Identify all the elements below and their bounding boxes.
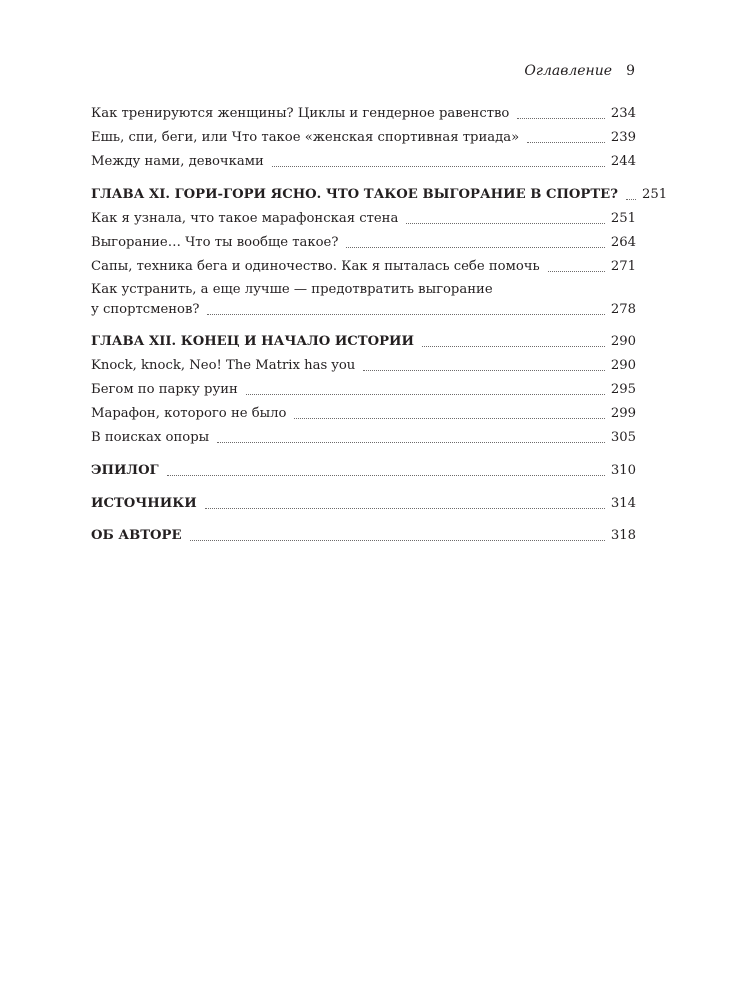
toc-entry-title: Марафон, которого не было [91,406,287,421]
toc-entry-title: Сапы, техника бега и одиночество. Как я пыталась себе помочь [91,259,540,274]
toc-section-heading[interactable] [91,493,636,515]
toc-chapter-heading[interactable] [91,331,636,353]
dot-leader [246,394,605,395]
toc-entry[interactable] [91,232,636,254]
toc-entry[interactable] [91,151,636,173]
dot-leader [346,247,604,248]
toc-entry-page: 305 [610,430,636,445]
toc-entry-title-line1: Как устранить, а еще лучше — предотвратить выгорание [91,282,493,297]
toc-section-title: ОБ АВТОРЕ [91,528,182,543]
toc-entry[interactable] [91,256,636,278]
toc-entry-page: 290 [610,334,636,349]
running-head-title: Оглавление [524,63,613,79]
toc-entry-page: 314 [610,496,636,511]
page-number: 9 [626,63,635,79]
dot-leader [272,166,605,167]
toc-entry[interactable] [91,208,636,230]
toc-entry-page: 318 [610,528,636,543]
toc-entry-title-line2: у спортсменов? [91,302,200,317]
toc-entry-page: 295 [610,382,636,397]
toc-section-heading[interactable] [91,525,636,547]
dot-leader [217,442,605,443]
toc-section-title: ИСТОЧНИКИ [91,496,197,511]
toc-chapter-title: ГЛАВА XII. КОНЕЦ И НАЧАЛО ИСТОРИИ [91,334,414,349]
toc-entry-title: Ешь, спи, беги, или Что такое «женская спортивная триада» [91,130,520,145]
toc-entry-page: 271 [610,259,636,274]
toc-entry-page: 234 [610,106,636,121]
dot-leader [626,199,636,200]
toc-entry-page: 251 [610,211,636,226]
toc-entry-page: 251 [641,187,668,202]
toc-entry-page: 278 [610,302,636,317]
dot-leader [190,540,605,541]
toc-entry-first-line[interactable] [91,279,636,301]
table-of-contents [91,0,668,1001]
toc-entry[interactable] [91,403,636,425]
toc-entry-page: 290 [610,358,636,373]
toc-chapter-heading[interactable] [91,184,668,206]
dot-leader [294,418,604,419]
toc-entry-title: Knock, knock, Neo! The Matrix has you [91,358,356,373]
toc-entry-page: 264 [610,235,636,250]
dot-leader [167,475,605,476]
toc-entry-page: 239 [610,130,636,145]
toc-entry-title: Как тренируются женщины? Циклы и гендерное равенство [91,106,510,121]
toc-chapter-title: ГЛАВА XI. ГОРИ-ГОРИ ЯСНО. ЧТО ТАКОЕ ВЫГОРАНИЕ В СПОРТЕ? [91,187,618,202]
dot-leader [406,223,604,224]
toc-entry-title: Бегом по парку руин [91,382,238,397]
toc-entry[interactable] [91,103,636,125]
toc-section-title: ЭПИЛОГ [91,463,159,478]
toc-entry-page: 299 [610,406,636,421]
toc-entry[interactable] [91,355,636,377]
toc-section-heading[interactable] [91,460,636,482]
toc-entry-title: Как я узнала, что такое марафонская стена [91,211,399,226]
dot-leader [527,142,605,143]
dot-leader [548,271,605,272]
toc-entry-title: Между нами, девочками [91,154,264,169]
toc-entry[interactable] [91,427,636,449]
dot-leader [205,508,605,509]
dot-leader [207,314,604,315]
dot-leader [517,118,604,119]
toc-entry[interactable] [91,127,636,149]
toc-entry-title: Выгорание… Что ты вообще такое? [91,235,339,250]
toc-entry[interactable] [91,299,636,321]
toc-entry-page: 310 [610,463,636,478]
dot-leader [363,370,605,371]
toc-entry-page: 244 [610,154,636,169]
toc-entry[interactable] [91,379,636,401]
dot-leader [422,346,605,347]
toc-entry-title: В поисках опоры [91,430,210,445]
